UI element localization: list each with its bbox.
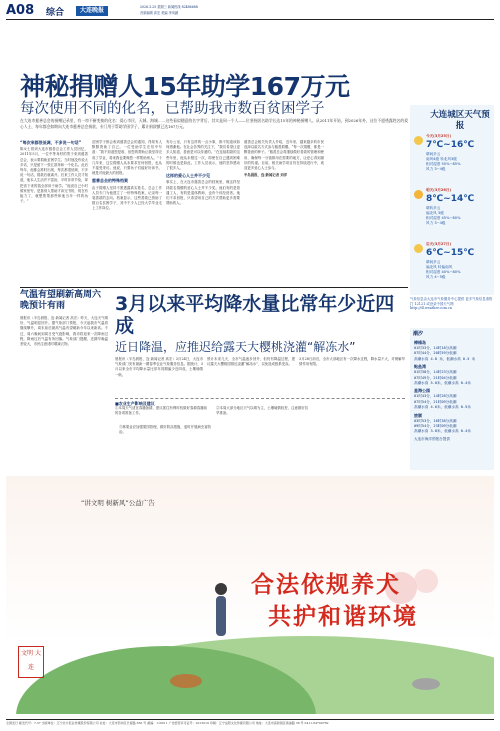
side-headline: 气温有望刷新高周六晚预计有雨 xyxy=(20,290,102,311)
advice-item-3: ③林果业应加强果园管理，做好防冻措施，适时开展病虫害防治。 xyxy=(119,425,211,435)
lead-col3-heading: 这样的爱心人士并不少见 xyxy=(166,173,210,179)
page-number: A08 xyxy=(6,3,35,18)
ad-label: “讲文明 树新风”公益广告 xyxy=(81,499,155,507)
person-figure xyxy=(216,596,226,636)
sun-icon xyxy=(414,136,423,145)
dog-figure xyxy=(170,674,202,688)
newspaper-logo: 大连晚报 xyxy=(76,6,108,16)
advice-item-2: ②本周大部分地区天气以晴为主，土壤墒情较差，注意做好抗旱准备。 xyxy=(216,406,309,416)
tide-row: 03时53分，16时38分高潮 xyxy=(414,418,457,423)
sun-icon xyxy=(414,190,423,199)
weather-date: 后天(3月27日) xyxy=(426,242,452,246)
secondary-col2: 预计未来几天，全市气温逐步回升，但仍有降温过程，建议露天大樱桃园推迟浇灌“解冻水”，以免造成根系受冻。 xyxy=(207,357,295,367)
weather-temp: 6℃~15℃ xyxy=(426,248,475,258)
tide-station-name: 星海公园 xyxy=(414,388,430,394)
weather-wind: 偏北风 转偏南风 xyxy=(426,265,453,269)
advice-box xyxy=(115,398,405,471)
public-service-ad xyxy=(6,476,494,714)
tide-source: 大连市海洋预报台提供 xyxy=(414,436,450,441)
lead-col2-heading: 慈善总会的特殊档案 xyxy=(92,178,128,184)
lead-subheadline: 每次使用不同的化名，已帮助我市数百贫困学子 xyxy=(20,101,325,117)
advice-heading: ■农业生产影响及建议 xyxy=(115,401,155,406)
tide-row: 01时38分，14时23分高潮 xyxy=(414,370,457,375)
editors: 首席编辑 高宏 美编 李凤涵 xyxy=(140,11,179,15)
footer-info: 全国发行 邮发代号：7-37 出版单位：辽宁北方报业传媒股份有限公司 社址：大连市西岗区长春路 360 号 邮编：116011 广告经营许可证号：2013019 印刷：辽宁益阳文化传媒有限公司 地址：大连市高新园区黄浦路 38 号 0411-84799769 xyxy=(6,721,329,725)
lead-col1-text: 陈女士曾到大连市慈善总会工作人员回忆，2011年5月，一位中等身材的男子来到慈善总会，表示要捐助贫困学生。当时他没有说太多话，只是留下一张汇款单和一个化名。此后每年，他都会准时出现，每次都很低调，不多说一句话，捐款后就离开。后来工作人员才知道，他本人生活并不富裕，平时非常节俭，却把省下来的钱全部用于助学。“他说自己小时候家里穷，是靠别人帮助才读完书的，现在有能力了，就想帮帮那些和他当年一样的孩子。” xyxy=(20,147,88,204)
ad-slogan-2: 共护和谐环境 xyxy=(268,603,418,630)
weather-humidity: 相对湿度 50%~85% xyxy=(426,162,461,166)
tide-row: 01时33分，14时18分高潮 xyxy=(414,346,457,350)
lead-col2-text: 贫困学子都会收到慈善总会的通知，得知有人默默资助了自己。一位受助学生在信中写道：“我不知道您是谁，但您的帮助让我坚持完成了学业，将来我也要像您一样帮助别人。”十几年来，这位捐赠人从未要求任何回报，也从不接受采访。他说，只要孩子们能好好读书，就是对他最大的回报。 xyxy=(92,140,162,176)
weather-wind-level: 风力 3~4级 xyxy=(426,167,446,171)
header-rule xyxy=(6,19,494,20)
tide-row: 01时43分，14时28分高潮 xyxy=(414,394,457,399)
weather-wind-level: 风力 4~5级 xyxy=(426,275,446,279)
lead-col3-text: 有办公室，只有这样的一点小事，都不知道该如何感谢他。在社会各界的关注下，“我们希望让更多人知道，善意是可以传递的。”在连续捐款的这些年里，他从未错过一次，即使在自己遇到困难的时候也是如此。工作人员表示，他的坚持感动了很多人。 xyxy=(166,140,240,171)
secondary-col3: 3月28日前后，全市大部地区有一次降水过程，降水量不大，对缓解旱情作用有限。 xyxy=(299,357,405,367)
ad-slogan-1: 合法依规养犬 xyxy=(251,571,401,598)
weather-source: 气象信息由大连市气象服务中心提供 更多气象信息请拨打 12121 或登录中国天气网 http://dl.weather.com.cn xyxy=(410,297,493,311)
footer-rule xyxy=(6,719,494,720)
tide-row: 09时54分，23时09分低潮 xyxy=(414,424,457,429)
date-line: 2026.3.25 星期三 新闻热线 82486688 xyxy=(140,5,198,9)
blossom-shape xyxy=(414,569,438,593)
weather-desc: 晴间多云 xyxy=(426,152,441,156)
sun-icon xyxy=(414,244,423,253)
lead-intro: 在大连市慈善总会的捐赠记录里，有一串不断变换的化名：爱心市民、天城、海城……这些看似随意的名字背后，其实是同一个人——位坚持匿名助学长达15年的神秘捐赠人。从2011年开始，到2026年外，这位不愿透露姓名的爱心人士，每年都会如期向大连市慈善总会捐款，专门用于帮助学困学子，累计捐款额已达167万元。 xyxy=(20,118,408,129)
weather-wind: 南风4级 转北风3级 xyxy=(426,157,457,161)
weather-wind-level: 风力 3~4级 xyxy=(426,221,446,225)
tide-heading: 潮汐 xyxy=(413,331,424,337)
tide-row: 07时49分，21时04分低潮 xyxy=(414,375,457,380)
weather-humidity: 相对湿度 45%~80% xyxy=(426,216,461,220)
weather-wind: 偏北风 3级 xyxy=(426,211,444,215)
dog-figure xyxy=(412,678,440,690)
lead-col4-text: 慈善总会相关负责人介绍，近年来，越来越多的市民选择以匿名方式参与慈善捐赠。“每一次捐赠，都是一颗善意的种子。”慈善总会将继续做好善款的管理和使用，确保每一分钱都用在需要的地方，让爱心得到最好的传递。目前，相关助学项目仍在持续进行中，欢迎更多爱心人士参与。 xyxy=(244,140,324,171)
weather-desc: 晴转多云 xyxy=(426,206,441,210)
tide-station-name: 旅顺 xyxy=(414,412,422,418)
section-name: 综合 xyxy=(46,8,65,18)
tide-row: 07时44分，20时59分低潮 xyxy=(414,351,457,356)
secondary-headline: 3月以来平均降水量比常年少近四成 xyxy=(115,293,395,337)
advice-item-1: ①本周天气适宜春播备耕，建议抓住有利时机做好春耕春播前的各项准备工作。 xyxy=(115,406,207,416)
tide-list xyxy=(414,338,494,442)
weather-temp: 8℃~14℃ xyxy=(426,194,475,204)
lead-col2b-text: 由于捐赠人坚持不愿透露真实姓名，总会工作人员专门为他建立了一份特殊档案，记录每一笔善款的去向。档案显示，这些善款已资助了数百名贫困学子，其中不少人已经大学毕业走上工作岗位。 xyxy=(92,185,162,211)
lead-headline: 神秘捐赠人15年助学167万元 xyxy=(20,72,350,101)
person-head xyxy=(215,583,227,595)
weather-date: 今天(3月25日) xyxy=(426,134,452,138)
tide-row: 高潮水高 4.8 米，低潮水高 0.5 米 xyxy=(414,356,476,361)
civility-seal: 文明 大连 xyxy=(18,646,44,678)
lead-byline: 半岛晨报、连·新闻记者 刘洋 xyxy=(244,173,288,178)
lead-col3b-text: 事实上，在大连市慈善总会的档案里，像这样坚持匿名捐赠的爱心人士并不少见。他们有的是普通工人，有的是退休教师，也有个体经营者。他们不求回报，只希望用自己的方式帮助更多需要帮助的人。 xyxy=(166,180,240,206)
ad-illustration xyxy=(6,476,494,714)
weather-heading: 大连城区天气预报 xyxy=(430,110,490,131)
lead-col1-heading: “每次来都很低调，不多说一句话” xyxy=(20,140,82,145)
weather-humidity: 相对湿度 40%~80% xyxy=(426,270,461,274)
weather-desc: 晴间多云 xyxy=(426,260,441,264)
secondary-subheadline: 近日降温，应推迟给露天大樱桃浇灌“解冻水” xyxy=(115,340,356,354)
tide-row: 07时54分，21时09分低潮 xyxy=(414,399,457,404)
tide-row: 高潮水高 4.6米，低潮水高 0.5米 xyxy=(414,405,471,410)
section-rule xyxy=(20,287,408,288)
secondary-col1: 晨报讯（半岛晨报、连·新闻记者 高宏）3月24日，大连市气象部门发布最新一期春季农业气象服务信息。据统计，3月以来全市平均降水量比常年同期偏少近四成，土壤墒情一般。 xyxy=(115,357,203,377)
weather-temp: 7℃~16℃ xyxy=(426,140,475,150)
weather-date: 明天(3月26日) xyxy=(426,188,452,192)
side-text: 晨报讯（半岛晨报、连·新闻记者 高宏）昨天，大连天气晴好，气温明显回升。据气象部门预报，今天起我市气温将继续攀升，周末前后最高气温有望刷新今年以来新高。不过，周六晚间到周日受气旋影响，我市将迎来一次降雨过程，降雨过后气温有所回落。气象部门提醒，近期早晚温差较大，市民注意适时增减衣物。 xyxy=(20,316,108,347)
tide-station-name: 鲇鱼湾 xyxy=(414,364,426,370)
tide-station-name: 棒棰岛 xyxy=(414,340,426,345)
tide-row: 高潮水高 5.0米，低潮水高 0.4米 xyxy=(414,381,471,386)
tide-row: 高潮水高 3.8米，低潮水高 0.4米 xyxy=(414,429,471,434)
